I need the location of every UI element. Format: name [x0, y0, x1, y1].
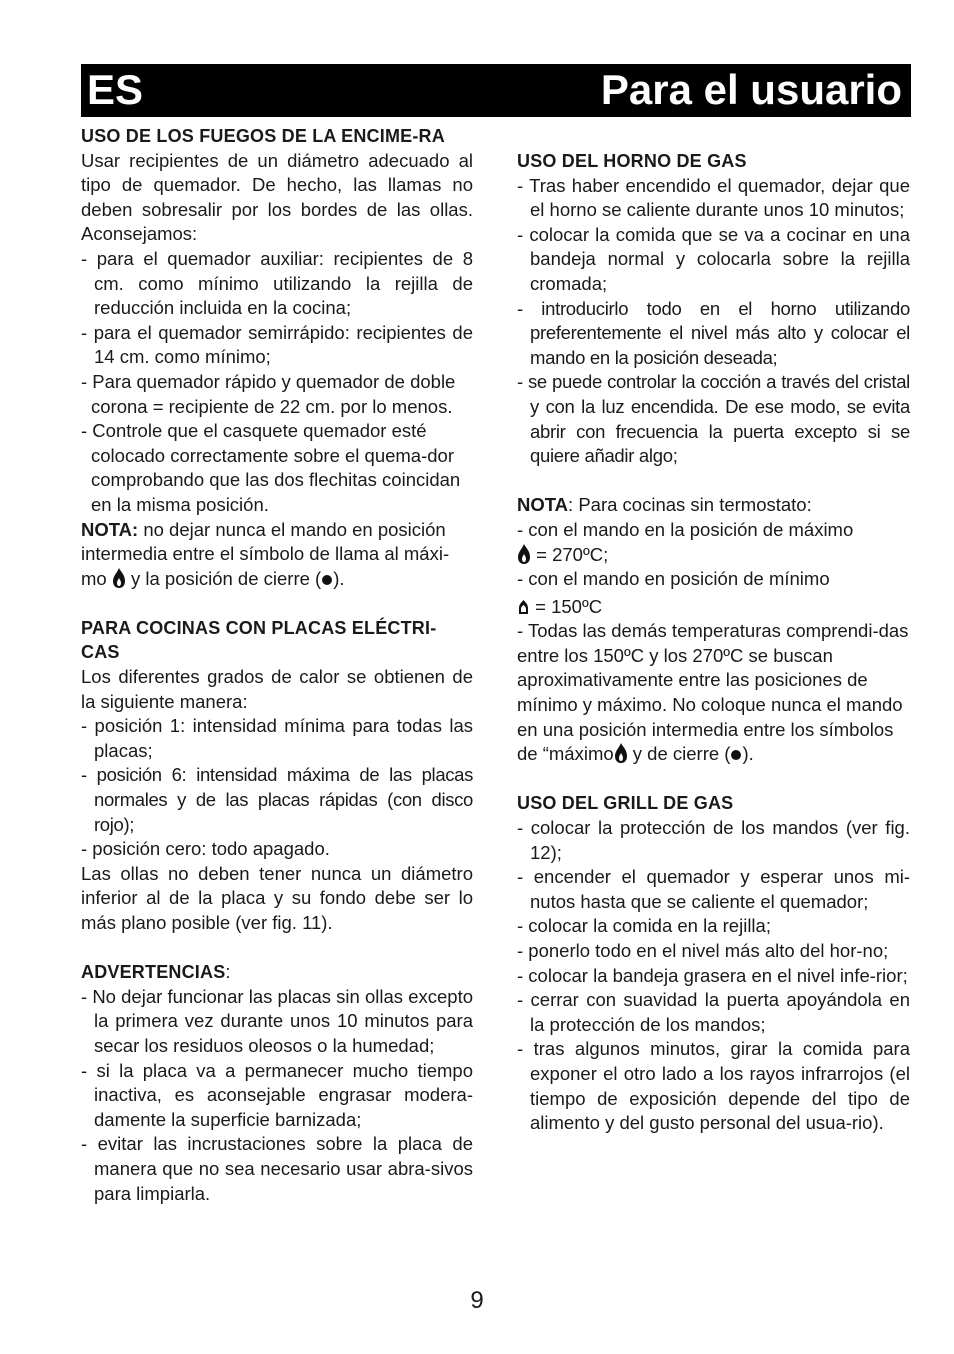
list-item: - posición 6: intensidad máxima de las placas normales y de las placas rápidas (con disco rojo);: [81, 764, 473, 835]
list-item: - cerrar con suavidad la puerta apoyándola en la protección de los mandos;: [517, 989, 910, 1035]
page-title: Para el usuario: [600, 66, 902, 113]
max-temp: = 270ºC;: [531, 543, 609, 565]
page-header: [81, 64, 911, 117]
oven-note: [517, 493, 910, 518]
max-flame-icon: [614, 742, 628, 764]
list-item: - para el quemador semirrápido: recipientes de 14 cm. como mínimo;: [81, 321, 473, 368]
list-item: - Tras haber encendido el quemador, dejar que el horno se caliente durante unos 10 minutos;: [517, 174, 910, 221]
list-item: - colocar la protección de los mandos (ver fig. 12);: [517, 817, 910, 863]
note-rest-text: y de cierre (: [627, 743, 731, 765]
off-position-icon: [322, 575, 332, 585]
note-rest: [517, 619, 910, 767]
note-rest-text: ).: [742, 743, 754, 765]
note-max-line: - con el mando en la posición de máximo: [517, 518, 854, 540]
list-item: - colocar la bandeja grasera en el nivel infe-rior;: [517, 964, 908, 986]
list-item: - evitar las incrustaciones sobre la placa de manera que no sea necesario usar abra-sivos para limpiarla.: [81, 1133, 473, 1204]
note-label: NOTA:: [81, 518, 139, 540]
max-flame-icon: [112, 567, 126, 589]
right-column: [517, 149, 910, 1136]
note-max-value: [517, 543, 910, 568]
list-item: - encender el quemador y esperar unos mi-nutos hasta que se caliente el quemador;: [517, 866, 910, 912]
list-item: - se puede controlar la cocción a través del cristal y con la luz encendida. De ese modo, se evita abrir con frecuencia la puerta excepto si se quiere añadir algo;: [517, 371, 910, 467]
list-item: - posición 1: intensidad mínima para todas las placas;: [81, 715, 473, 761]
burners-intro: Usar recipientes de un diámetro adecuado al tipo de quemador. De hecho, las llamas no deben sobresalir por los bordes de las ollas. Aconsejamos:: [81, 149, 473, 245]
note-rest-text: - Todas las demás temperaturas comprendi-das entre los 150ºC y los 270ºC se buscan aproximativamente entre las posiciones de mínimo y máximo. No coloque nunca el mando en una posición intermedia entre los símbolos de “máximo: [517, 620, 909, 765]
warnings-label: ADVERTENCIAS: [81, 962, 226, 983]
burner-note: [81, 518, 473, 592]
section-title-warnings: [81, 960, 473, 985]
note-min-value: [517, 595, 910, 620]
list-item: - posición cero: todo apagado.: [81, 838, 330, 860]
list-item: - colocar la comida en la rejilla;: [517, 915, 771, 937]
max-flame-icon: [517, 543, 531, 565]
electric-outro: Las ollas no deben tener nunca un diámetro inferior al de la placa y su fondo debe ser lo más plano posible (ver fig. 11).: [81, 862, 473, 933]
section-title-gas-grill: USO DEL GRILL DE GAS: [517, 793, 734, 814]
electric-intro: Los diferentes grados de calor se obtienen de la siguiente manera:: [81, 666, 473, 712]
list-item: - No dejar funcionar las placas sin ollas excepto la primera vez durante unos 10 minutos para secar los residuos oleosos o la humedad;: [81, 985, 473, 1056]
list-item: - si la placa va a permanecer mucho tiempo inactiva, es aconsejable engrasar modera-damente la superficie barnizada;: [81, 1059, 473, 1130]
section-title-burners: USO DE LOS FUEGOS DE LA ENCIME-RA: [81, 126, 445, 146]
list-item: - ponerlo todo en el nivel más alto del hor-no;: [517, 940, 889, 961]
section-title-gas-oven: USO DEL HORNO DE GAS: [517, 151, 747, 171]
list-item: - Controle que el casquete quemador esté colocado correctamente sobre el quema-dor comprobando que las dos flechitas coincidan en la misma posición.: [81, 420, 461, 515]
warnings-colon: :: [225, 962, 231, 983]
off-position-icon: [731, 750, 741, 760]
left-column: [81, 124, 473, 1206]
note-text: y la posición de cierre (: [125, 567, 322, 589]
section-title-electric-plates: PARA COCINAS CON PLACAS ELÉCTRI-CAS: [81, 617, 437, 663]
note-text: no dejar nunca el mando en posición intermedia entre el símbolo de llama al máxi-mo: [81, 518, 450, 589]
list-item: - introducirlo todo en el horno utilizando preferentemente el nivel más alto y colocar el mando en la posición deseada;: [517, 297, 910, 368]
min-flame-icon: [517, 599, 530, 615]
note-label: NOTA: [517, 494, 569, 516]
note-text: ).: [333, 567, 345, 589]
note-min-line: - con el mando en posición de mínimo: [517, 568, 830, 590]
list-item: - colocar la comida que se va a cocinar en una bandeja normal y colocarla sobre la rejilla cromada;: [517, 223, 910, 294]
language-code: ES: [87, 66, 144, 113]
min-temp: = 150ºC: [530, 595, 603, 617]
page-number: 9: [470, 1287, 484, 1314]
list-item: - tras algunos minutos, girar la comida para exponer el otro lado a los rayos infrarrojos (el tiempo de exposición depende del tipo de alimento y del gusto personal del usua-rio).: [517, 1038, 910, 1134]
list-item: - Para quemador rápido y quemador de doble corona = recipiente de 22 cm. por lo menos.: [81, 370, 456, 417]
list-item: - para el quemador auxiliar: recipientes de 8 cm. como mínimo utilizando la rejilla de reducción incluida en la cocina;: [81, 247, 473, 319]
note-intro: : Para cocinas sin termostato:: [568, 494, 812, 516]
